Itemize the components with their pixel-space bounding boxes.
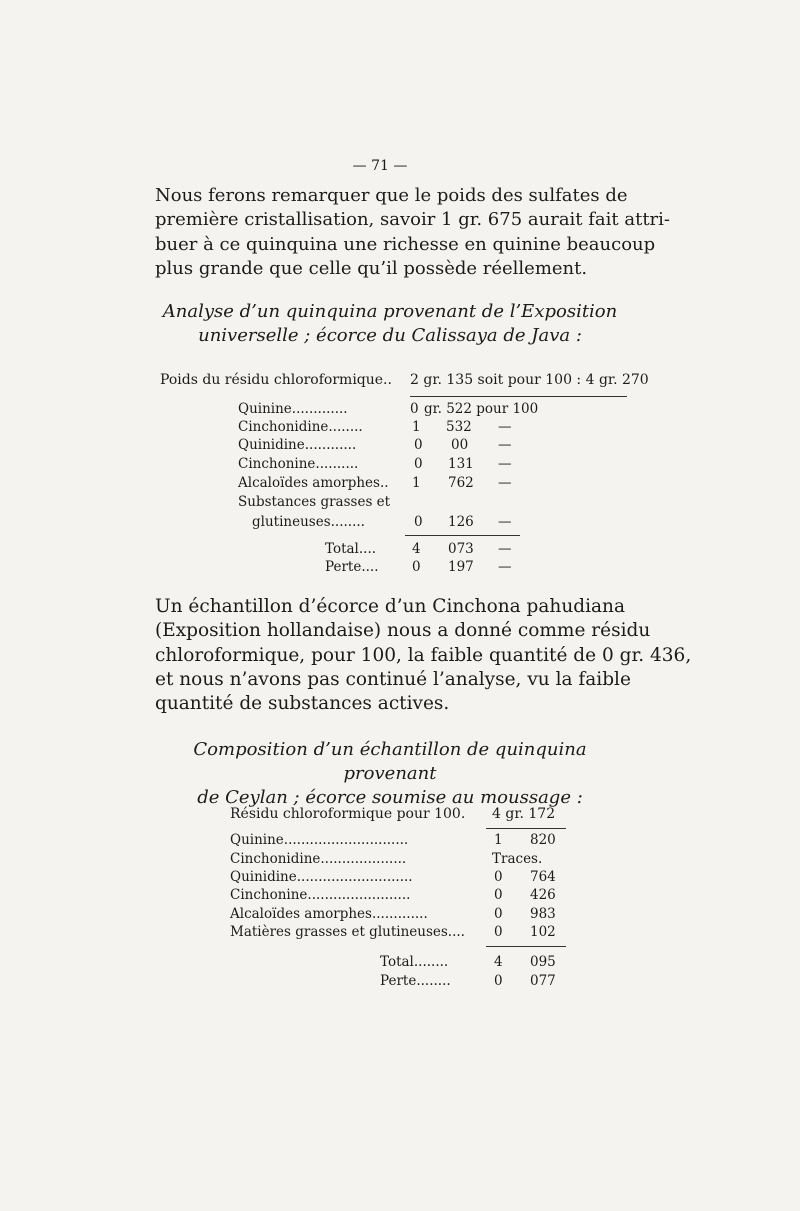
table1-row-label: Alcaloïdes amorphes.. (238, 475, 389, 491)
table2-total-int: 4 (494, 954, 503, 970)
title-line: Analyse d’un quinquina provenant de l’Exposition (162, 301, 618, 322)
table1-rule (410, 396, 627, 397)
table1-row-dash: — (498, 514, 512, 530)
table1-row-label: Quinidine............ (238, 437, 357, 453)
text-line: Un échantillon d’écorce d’un Cinchona pahudiana (155, 596, 625, 617)
table1-row-int: 0 (410, 401, 419, 417)
table2-row-dec: 820 (530, 832, 556, 848)
table1-header-label: Poids du résidu chloroformique.. (160, 372, 392, 388)
title-line: de Ceylan ; écorce soumise au moussage : (197, 787, 583, 808)
table1-row-dec: 131 (448, 456, 474, 472)
table2-perte-dec: 077 (530, 973, 556, 989)
table1-row-dec: 532 (446, 419, 472, 435)
table2-row-int: 1 (494, 832, 503, 848)
table2-header-label: Résidu chloroformique pour 100. (230, 806, 466, 822)
table2-row-label: Matières grasses et glutineuses.... (230, 924, 465, 940)
table1-row-int: 1 (412, 475, 421, 491)
table1-perte-label: Perte.... (325, 559, 379, 575)
table1-total-dec: 073 (448, 541, 474, 557)
table1-row-label: Quinine............. (238, 401, 348, 417)
table2-rule (486, 828, 566, 829)
table1-row-label: Cinchonidine........ (238, 419, 363, 435)
table1-perte-int: 0 (412, 559, 421, 575)
table2-total-rule (486, 946, 566, 947)
table1-row-dec: 00 (451, 437, 469, 453)
table2-row-label: Alcaloïdes amorphes............. (230, 906, 428, 922)
analysis2-title (160, 738, 620, 810)
table1-row-dash: — (498, 475, 512, 491)
table1-row-dash: — (498, 437, 512, 453)
table2-row-label: Cinchonine........................ (230, 887, 411, 903)
page-number: — 71 — (352, 158, 408, 174)
text-line: buer à ce quinquina une richesse en quinine beaucoup (155, 233, 656, 255)
text-line: première cristallisation, savoir 1 gr. 675 aurait fait attri- (155, 209, 671, 231)
text-line: quantité de substances actives. (155, 693, 450, 715)
table2-perte-label: Perte........ (380, 973, 451, 989)
table1-total-rule (405, 535, 520, 536)
table2-row-dec: 426 (530, 887, 556, 903)
table1-total-label: Total.... (325, 541, 377, 557)
table1-perte-dec: 197 (448, 559, 474, 575)
table1-perte-dash: — (498, 559, 512, 575)
title-line: universelle ; écorce du Calissaya de Java : (198, 325, 582, 346)
text-line: chloroformique, pour 100, la faible quantité de 0 gr. 436, (155, 644, 692, 666)
table2-row-int: 0 (494, 906, 503, 922)
table1-row-int: 0 (414, 437, 423, 453)
table2-row-int: 0 (494, 924, 503, 940)
text-line: plus grande que celle qu’il possède réellement. (155, 257, 588, 279)
text-line: (Exposition hollandaise) nous a donné comme résidu (155, 620, 651, 642)
table1-total-int: 4 (412, 541, 421, 557)
title-line: Composition d’un échantillon de quinquina provenant (193, 739, 587, 784)
table2-row-dec: 764 (530, 869, 556, 885)
middle-paragraph (155, 595, 692, 716)
table1-row-label: Cinchonine.......... (238, 456, 359, 472)
table2-perte-int: 0 (494, 973, 503, 989)
table1-row-label: glutineuses........ (252, 514, 365, 530)
text-line: et nous n’avons pas continué l’analyse, vu la faible (155, 668, 631, 690)
table1-row-dash: — (498, 419, 512, 435)
table1-row-int: 0 (414, 456, 423, 472)
table1-row-int: 0 (414, 514, 423, 530)
table1-row-dec: 126 (448, 514, 474, 530)
table2-row-dec: 102 (530, 924, 556, 940)
table1-row-dec: 762 (448, 475, 474, 491)
table2-row-int: 0 (494, 887, 503, 903)
table1-row-label: Substances grasses et (238, 494, 391, 510)
table2-total-label: Total........ (380, 954, 449, 970)
table1-row-dash: — (498, 456, 512, 472)
table2-total-dec: 095 (530, 954, 556, 970)
intro-paragraph (155, 184, 671, 281)
table1-total-dash: — (498, 541, 512, 557)
table2-row-int: 0 (494, 869, 503, 885)
table2-header-value: 4 gr. 172 (492, 806, 556, 822)
table1-header-value: 2 gr. 135 soit pour 100 : 4 gr. 270 (410, 372, 649, 388)
analysis1-title (160, 300, 620, 348)
table2-row-label: Cinchonidine.................... (230, 851, 407, 867)
table1-row-int: 1 (412, 419, 421, 435)
table2-row-dec: 983 (530, 906, 556, 922)
table2-row-label: Quinidine........................... (230, 869, 413, 885)
table2-row-label: Quinine............................. (230, 832, 409, 848)
table2-row-int: Traces. (492, 851, 543, 867)
text-line: Nous ferons remarquer que le poids des sulfates de (155, 185, 628, 206)
table1-row-dec: gr. 522 pour 100 (424, 401, 539, 417)
